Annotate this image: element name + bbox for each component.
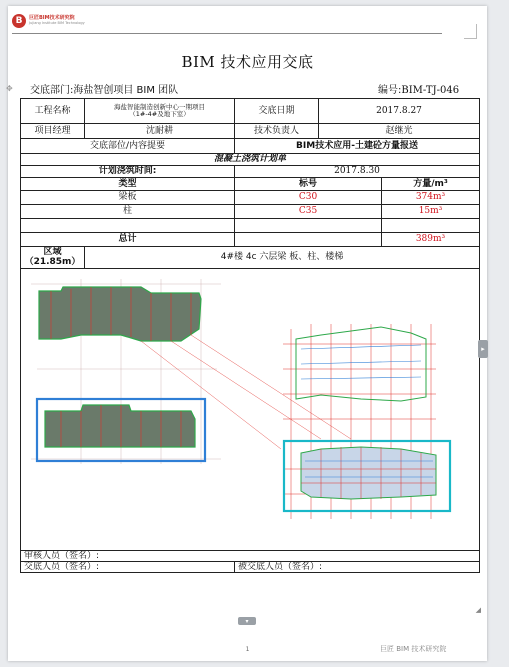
table-move-handle-icon[interactable]: ✥ <box>6 84 13 93</box>
receiver-signature: 被交底人员（签名）: <box>235 562 480 573</box>
manager-value: 沈耐耕 <box>85 124 235 139</box>
row-type: 梁板 <box>21 191 235 205</box>
plan-heading: 混凝土浇筑计划单 <box>21 154 480 166</box>
upper-structure-members <box>301 345 421 379</box>
row-volume: 15m³ <box>418 206 443 216</box>
code-label: 编号: <box>378 85 402 96</box>
part-value: BIM技术应用-土建砼方量报送 <box>235 139 480 154</box>
date-value: 2017.8.27 <box>319 99 480 124</box>
disclosure-table <box>20 98 480 573</box>
discloser-signature: 交底人员（签名）: <box>21 562 235 573</box>
resize-handle-icon[interactable]: ◢ <box>475 606 481 614</box>
tech-lead-value: 赵继光 <box>319 124 480 139</box>
row-grade: C30 <box>235 191 382 204</box>
lower-floor-plan <box>45 405 195 447</box>
dept-label: 交底部门: <box>30 85 74 96</box>
col-type-header: 类型 <box>21 178 235 191</box>
upper-structure-outline <box>296 327 426 401</box>
region-value: 4#楼 4c 六层梁 板、柱、楼梯 <box>85 247 480 269</box>
row-volume <box>382 219 479 232</box>
row-type: 柱 <box>21 205 235 219</box>
document-title: BIM 技术应用交底 <box>181 53 314 71</box>
tech-lead-label: 技术负责人 <box>235 124 319 139</box>
side-expand-handle[interactable]: ▸ <box>478 340 488 358</box>
pour-time-label: 计划浇筑时间: <box>21 166 235 178</box>
drawing-area <box>21 268 480 550</box>
bottom-expand-handle[interactable]: ▾ <box>238 617 256 625</box>
row-type <box>21 219 235 233</box>
project-name-label: 工程名称 <box>21 99 85 124</box>
row-grade: C35 <box>235 205 382 218</box>
cad-drawings <box>21 269 478 549</box>
logo-mark: B <box>12 14 26 28</box>
header-rule <box>12 33 442 34</box>
document-page <box>8 6 487 661</box>
col-volume-header: 方量/m³ <box>413 179 448 189</box>
logo-name: 巨匠BIM技术研究院 <box>29 15 75 22</box>
row-volume: 374m³ <box>415 192 446 202</box>
page-number: 1 <box>245 646 250 653</box>
upper-floor-plan <box>39 287 201 341</box>
region-label: 区域（21.85m） <box>21 247 85 269</box>
total-label: 总计 <box>21 233 235 247</box>
left-plan-drawing <box>31 279 221 464</box>
date-label: 交底日期 <box>235 99 319 124</box>
col-grade-header: 标号 <box>235 178 382 190</box>
part-label: 交底部位/内容提要 <box>21 139 235 154</box>
page-corner-mark <box>464 24 477 39</box>
code-value: BIM-TJ-046 <box>401 85 460 96</box>
logo-subtitle: Jujiang Institute BIM Technology <box>29 21 85 26</box>
pour-time-value: 2017.8.30 <box>235 166 480 178</box>
manager-label: 项目经理 <box>21 124 85 139</box>
disclosure-dept <box>30 81 178 96</box>
document-code <box>378 81 459 96</box>
footer-text: 巨匠 BIM 技术研究院 <box>380 645 447 653</box>
project-name-value: 海盐智能制造创新中心一期项目 （1#-4#及地下室） <box>85 99 235 124</box>
row-grade <box>235 219 382 232</box>
total-value: 389m³ <box>415 234 446 244</box>
right-plan-drawing <box>283 324 450 519</box>
logo <box>12 14 85 28</box>
dept-value: 海盐智创项目 BIM 团队 <box>73 85 179 96</box>
reviewer-signature: 审核人员（签名）: <box>21 550 480 561</box>
